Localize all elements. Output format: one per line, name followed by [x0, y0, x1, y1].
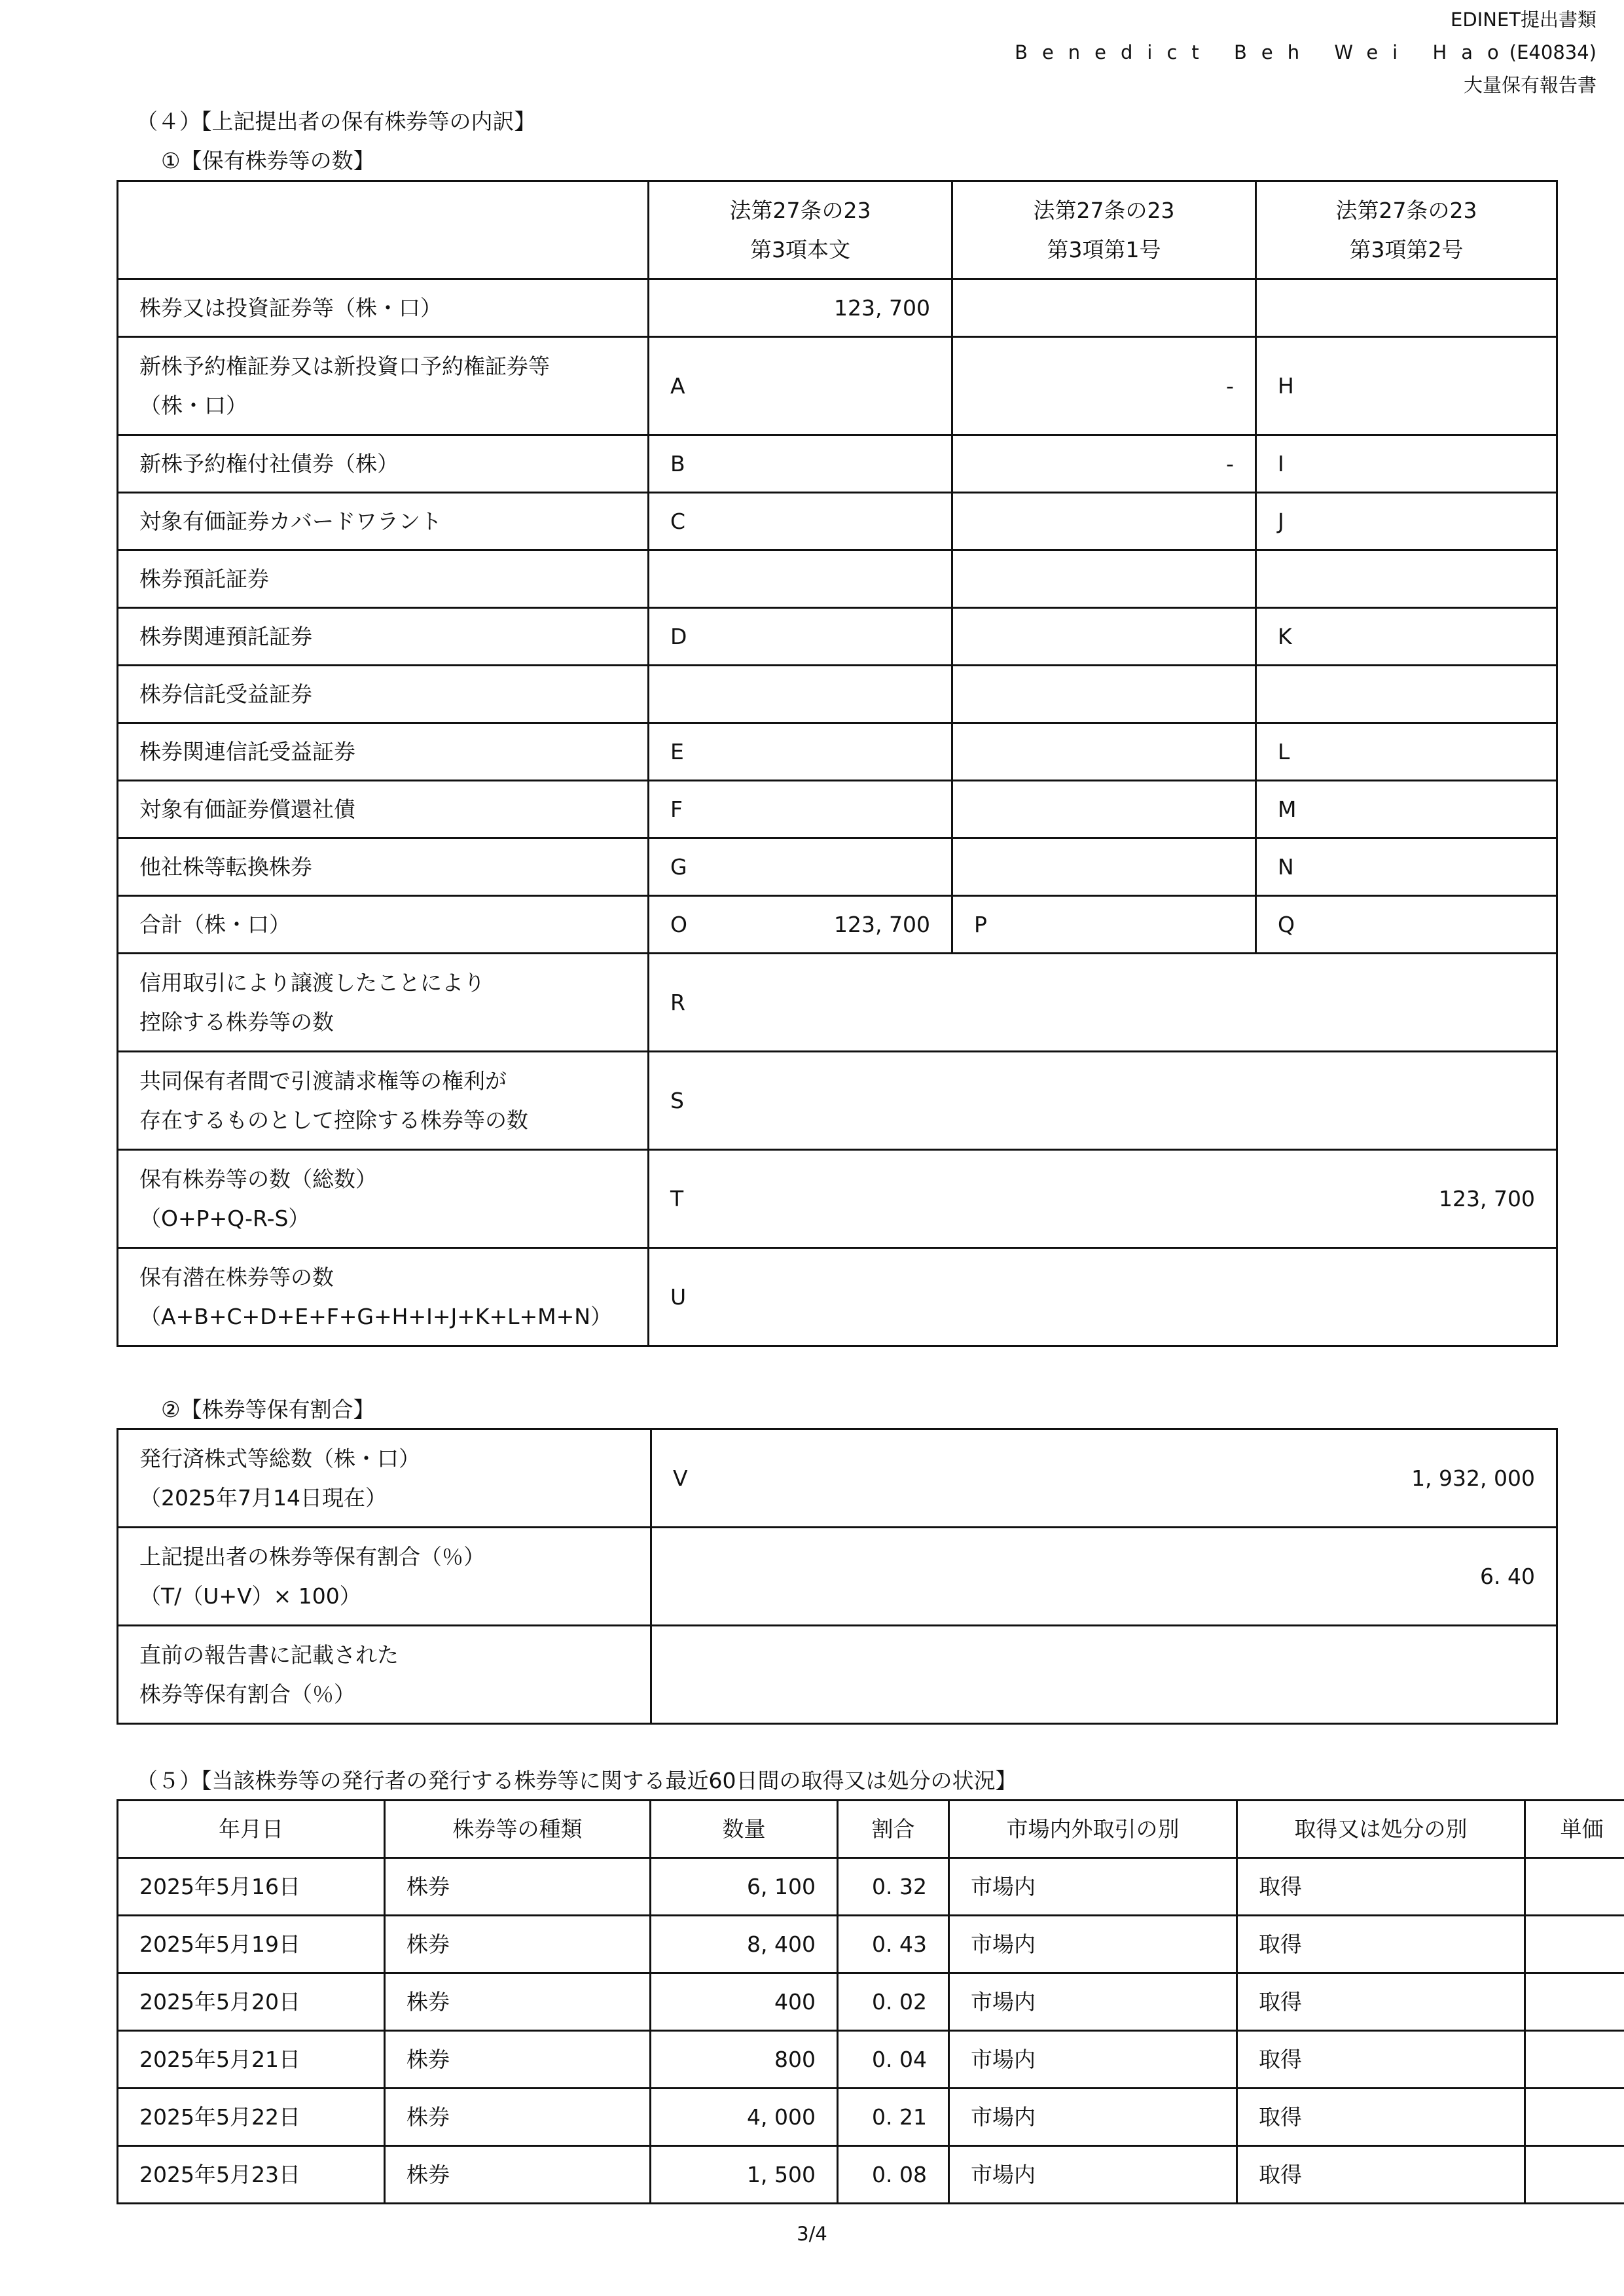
holdings-cell-3-content	[1278, 502, 1535, 541]
ratio-label-line: 直前の報告書に記載された	[139, 1641, 399, 1668]
holdings-cell-3	[1256, 781, 1557, 838]
transactions-header-cell: 株券等の種類	[385, 1801, 651, 1858]
holdings-cell-3-letter: Q	[1278, 911, 1295, 937]
holdings-wide-cell	[649, 1150, 1557, 1248]
filer-code: (E40834)	[1509, 41, 1597, 63]
transactions-cell: 株券	[385, 1916, 651, 1973]
holdings-cell-1	[649, 608, 952, 666]
holdings-cell-3-letter: M	[1278, 796, 1297, 822]
transactions-header-cell: 単価	[1525, 1801, 1624, 1858]
transactions-cell: 取得	[1237, 2089, 1525, 2146]
holdings-row-label-line: 新株予約権付社債券（株）	[139, 450, 399, 476]
holdings-row	[118, 493, 1557, 550]
holdings-cell-3	[1256, 550, 1557, 608]
holdings-cell-3	[1256, 337, 1557, 435]
transactions-cell: 0. 43	[838, 1916, 949, 1973]
holdings-cell-1-value: 123, 700	[834, 911, 930, 937]
transactions-header-cell: 年月日	[118, 1801, 385, 1858]
holdings-cell-1-letter: G	[670, 853, 687, 880]
holdings-wide-cell-letter: R	[670, 989, 685, 1015]
holdings-cell-3	[1256, 838, 1557, 896]
transactions-cell: 株券	[385, 2031, 651, 2089]
header-report-type: 大量保有報告書	[1463, 74, 1597, 96]
holdings-cell-1-letter: B	[670, 450, 685, 476]
transactions-cell: 0. 02	[838, 1973, 949, 2031]
ratio-cell-content	[673, 1557, 1535, 1596]
holdings-row-label-line: 対象有価証券カバードワラント	[139, 508, 442, 534]
holdings-table	[117, 180, 1558, 1347]
ratio-label-line: （2025年7月14日現在）	[139, 1484, 387, 1511]
holdings-row-label-line: 株券預託証券	[139, 565, 269, 592]
transactions-row	[118, 1916, 1624, 1973]
holdings-cell-2-content	[974, 367, 1234, 406]
holdings-cell-1-content	[670, 444, 930, 484]
holdings-cell-3-content	[1278, 617, 1535, 656]
holdings-cell-1-content	[670, 289, 930, 328]
holdings-cell-2-content	[974, 905, 1234, 944]
transactions-cell: 2025年5月20日	[118, 1973, 385, 2031]
transactions-cell: 2025年5月23日	[118, 2146, 385, 2204]
holdings-cell-2	[952, 666, 1256, 723]
transactions-cell	[1525, 1916, 1624, 1973]
ratio-label	[118, 1626, 651, 1724]
holdings-wide-cell-letter: U	[670, 1283, 687, 1310]
section4-sub1: ①【保有株券等の数】	[161, 148, 375, 173]
transactions-cell	[1525, 1858, 1624, 1916]
transactions-cell: 2025年5月16日	[118, 1858, 385, 1916]
holdings-cell-2	[952, 279, 1256, 337]
holdings-cell-1	[649, 666, 952, 723]
ratio-label-line: （T/（U+V）× 100）	[139, 1583, 361, 1609]
holdings-cell-1-value: 123, 700	[834, 295, 930, 321]
transactions-cell: 株券	[385, 1973, 651, 2031]
holdings-cell-1	[649, 838, 952, 896]
holdings-row	[118, 896, 1557, 954]
ratio-table	[117, 1428, 1558, 1725]
holdings-cell-1-content	[670, 790, 930, 829]
holdings-cell-3	[1256, 435, 1557, 493]
holdings-cell-3	[1256, 608, 1557, 666]
col-header-1: 法第27条の23 第3項本文	[649, 181, 952, 279]
holdings-cell-2	[952, 550, 1256, 608]
col-header-3: 法第27条の23 第3項第2号	[1256, 181, 1557, 279]
transactions-header-cell: 数量	[651, 1801, 838, 1858]
holdings-cell-3	[1256, 493, 1557, 550]
transactions-cell: 取得	[1237, 2031, 1525, 2089]
transactions-cell: 取得	[1237, 1973, 1525, 2031]
holdings-wide-cell-letter: S	[670, 1087, 684, 1113]
holdings-row-label	[118, 608, 649, 666]
holdings-row-label-line: 株券又は投資証券等（株・口）	[139, 295, 442, 321]
holdings-cell-2	[952, 781, 1256, 838]
transactions-cell: 市場内	[949, 1858, 1237, 1916]
holdings-cell-1-content	[670, 848, 930, 887]
holdings-wide-label-line: （A+B+C+D+E+F+G+H+I+J+K+L+M+N）	[139, 1303, 612, 1329]
transactions-cell: 2025年5月22日	[118, 2089, 385, 2146]
holdings-wide-label-line: 存在するものとして控除する株券等の数	[139, 1107, 528, 1133]
ratio-label-line: 上記提出者の株券等保有割合（％）	[139, 1543, 485, 1570]
holdings-cell-3	[1256, 723, 1557, 781]
holdings-cell-1	[649, 550, 952, 608]
holdings-cell-1	[649, 337, 952, 435]
holdings-header-blank	[118, 181, 649, 279]
holdings-cell-2-value: -	[1226, 450, 1234, 476]
ratio-cell	[651, 1429, 1557, 1528]
transactions-row	[118, 1858, 1624, 1916]
transactions-cell: 400	[651, 1973, 838, 2031]
holdings-wide-cell	[649, 1248, 1557, 1346]
ratio-row	[118, 1429, 1557, 1528]
holdings-cell-1	[649, 896, 952, 954]
holdings-cell-3-content	[1278, 367, 1535, 406]
holdings-wide-label	[118, 1248, 649, 1346]
holdings-cell-3-content	[1278, 732, 1535, 772]
holdings-cell-2	[952, 838, 1256, 896]
holdings-cell-3-letter: K	[1278, 623, 1292, 649]
transactions-cell: 0. 04	[838, 2031, 949, 2089]
transactions-cell: 2025年5月19日	[118, 1916, 385, 1973]
holdings-cell-2	[952, 608, 1256, 666]
holdings-cell-3	[1256, 666, 1557, 723]
ratio-label	[118, 1429, 651, 1528]
transactions-cell: 株券	[385, 2089, 651, 2146]
holdings-cell-1	[649, 723, 952, 781]
transactions-cell: 取得	[1237, 1916, 1525, 1973]
page-number: 3/4	[797, 2223, 827, 2245]
holdings-cell-1-letter: A	[670, 372, 685, 399]
transactions-row	[118, 2089, 1624, 2146]
holdings-cell-2	[952, 493, 1256, 550]
holdings-row-label	[118, 279, 649, 337]
holdings-cell-1-letter: O	[670, 911, 687, 937]
holdings-row-label	[118, 781, 649, 838]
ratio-label-line: 発行済株式等総数（株・口）	[139, 1445, 420, 1471]
holdings-row	[118, 550, 1557, 608]
holdings-cell-1-letter: E	[670, 738, 684, 764]
holdings-wide-cell	[649, 1052, 1557, 1150]
transactions-cell: 取得	[1237, 2146, 1525, 2204]
holdings-cell-3-content	[1278, 444, 1535, 484]
holdings-row-label-line: 株券関連預託証券	[139, 623, 312, 649]
holdings-wide-label-line: 共同保有者間で引渡請求権等の権利が	[139, 1067, 507, 1094]
transactions-cell: 0. 08	[838, 2146, 949, 2204]
holdings-wide-label	[118, 1052, 649, 1150]
holdings-wide-cell-content	[670, 1081, 1535, 1121]
holdings-cell-1-letter: C	[670, 508, 686, 534]
holdings-wide-label-line: 保有潜在株券等の数	[139, 1264, 334, 1290]
holdings-row-label	[118, 493, 649, 550]
ratio-label-line: 株券等保有割合（％）	[139, 1681, 355, 1707]
holdings-wide-cell-content	[670, 1278, 1535, 1317]
header-doc-type: EDINET提出書類	[1451, 9, 1597, 31]
holdings-row-label	[118, 550, 649, 608]
holdings-wide-label	[118, 954, 649, 1052]
holdings-row-label	[118, 337, 649, 435]
holdings-wide-row	[118, 1150, 1557, 1248]
holdings-cell-2	[952, 337, 1256, 435]
transactions-row	[118, 2031, 1624, 2089]
holdings-row-label-line: 株券関連信託受益証券	[139, 738, 355, 764]
transactions-row	[118, 2146, 1624, 2204]
ratio-label	[118, 1528, 651, 1626]
transactions-cell: 0. 32	[838, 1858, 949, 1916]
holdings-row	[118, 666, 1557, 723]
transactions-body	[118, 1801, 1624, 2204]
holdings-cell-1	[649, 781, 952, 838]
holdings-cell-1	[649, 493, 952, 550]
section5-title: （５）【当該株券等の発行者の発行する株券等に関する最近60日間の取得又は処分の状況】	[136, 1768, 1017, 1793]
ratio-row	[118, 1626, 1557, 1724]
holdings-row-label-line: 合計（株・口）	[139, 911, 291, 937]
holdings-cell-1-letter: D	[670, 623, 687, 649]
holdings-cell-1	[649, 279, 952, 337]
col-header-2: 法第27条の23 第3項第1号	[952, 181, 1256, 279]
holdings-wide-label-line: 信用取引により譲渡したことにより	[139, 969, 485, 996]
filer-name: Benedict Beh Wei Hao	[1015, 41, 1513, 63]
transactions-header-cell: 市場内外取引の別	[949, 1801, 1237, 1858]
holdings-cell-1-content	[670, 617, 930, 656]
holdings-cell-3-letter: H	[1278, 372, 1294, 399]
holdings-row	[118, 838, 1557, 896]
holdings-row	[118, 608, 1557, 666]
holdings-row-label-line: 株券信託受益証券	[139, 681, 312, 707]
holdings-row-label	[118, 435, 649, 493]
transactions-cell: 0. 21	[838, 2089, 949, 2146]
transactions-cell: 市場内	[949, 2031, 1237, 2089]
holdings-cell-3-letter: I	[1278, 450, 1284, 476]
holdings-wide-row	[118, 1248, 1557, 1346]
holdings-body	[118, 181, 1557, 1346]
transactions-cell: 市場内	[949, 2089, 1237, 2146]
transactions-cell: 株券	[385, 1858, 651, 1916]
transactions-cell	[1525, 1973, 1624, 2031]
holdings-cell-1-content	[670, 502, 930, 541]
holdings-cell-2-content	[974, 444, 1234, 484]
ratio-cell-value: 6. 40	[1480, 1563, 1535, 1589]
ratio-cell-content	[673, 1459, 1535, 1498]
transactions-cell: 1, 500	[651, 2146, 838, 2204]
transactions-cell: 800	[651, 2031, 838, 2089]
holdings-row-label	[118, 723, 649, 781]
holdings-row-label	[118, 666, 649, 723]
ratio-body	[118, 1429, 1557, 1724]
holdings-wide-cell-letter: T	[670, 1185, 684, 1211]
holdings-row	[118, 781, 1557, 838]
holdings-wide-row	[118, 1052, 1557, 1150]
holdings-cell-2	[952, 896, 1256, 954]
holdings-cell-3	[1256, 279, 1557, 337]
holdings-row-label	[118, 838, 649, 896]
ratio-cell-value: 1, 932, 000	[1411, 1465, 1535, 1491]
transactions-cell	[1525, 2089, 1624, 2146]
transactions-cell: 市場内	[949, 1916, 1237, 1973]
holdings-cell-3-letter: N	[1278, 853, 1294, 880]
holdings-cell-1-content	[670, 367, 930, 406]
transactions-header-cell: 割合	[838, 1801, 949, 1858]
holdings-cell-2	[952, 435, 1256, 493]
holdings-cell-3-content	[1278, 790, 1535, 829]
section4-title: （４）【上記提出者の保有株券等の内訳】	[136, 109, 536, 134]
holdings-cell-2-value: -	[1226, 372, 1234, 399]
ratio-cell	[651, 1626, 1557, 1724]
holdings-row	[118, 435, 1557, 493]
holdings-row	[118, 279, 1557, 337]
transactions-row	[118, 1973, 1624, 2031]
holdings-cell-3-letter: J	[1278, 508, 1284, 534]
holdings-row	[118, 337, 1557, 435]
header-filer	[1015, 37, 1597, 69]
holdings-wide-label-line: （O+P+Q-R-S）	[139, 1205, 310, 1231]
holdings-wide-label-line: 保有株券等の数（総数）	[139, 1166, 377, 1192]
holdings-wide-label	[118, 1150, 649, 1248]
holdings-wide-cell-content	[670, 1179, 1535, 1219]
transactions-header-row	[118, 1801, 1624, 1858]
holdings-header-row	[118, 181, 1557, 279]
holdings-wide-cell	[649, 954, 1557, 1052]
holdings-cell-1-letter: F	[670, 796, 683, 822]
transactions-cell: 8, 400	[651, 1916, 838, 1973]
holdings-row-label-line: 対象有価証券償還社債	[139, 796, 355, 822]
holdings-row-label-line: （株・口）	[139, 392, 247, 418]
transactions-header-cell: 取得又は処分の別	[1237, 1801, 1525, 1858]
holdings-wide-cell-content	[670, 983, 1535, 1022]
holdings-row-label	[118, 896, 649, 954]
holdings-cell-2-letter: P	[974, 911, 987, 937]
transactions-cell: 市場内	[949, 1973, 1237, 2031]
transactions-cell: 取得	[1237, 1858, 1525, 1916]
holdings-cell-3	[1256, 896, 1557, 954]
holdings-cell-1	[649, 435, 952, 493]
holdings-row	[118, 723, 1557, 781]
ratio-cell-letter: V	[673, 1465, 688, 1491]
transactions-cell: 株券	[385, 2146, 651, 2204]
transactions-cell: 2025年5月21日	[118, 2031, 385, 2089]
holdings-row-label-line: 他社株等転換株券	[139, 853, 312, 880]
holdings-wide-cell-value: 123, 700	[1439, 1185, 1535, 1211]
transactions-cell: 4, 000	[651, 2089, 838, 2146]
holdings-cell-1-content	[670, 905, 930, 944]
holdings-cell-3-letter: L	[1278, 738, 1290, 764]
holdings-row-label-line: 新株予約権証券又は新投資口予約権証券等	[139, 353, 550, 379]
holdings-wide-row	[118, 954, 1557, 1052]
holdings-wide-label-line: 控除する株券等の数	[139, 1009, 334, 1035]
ratio-row	[118, 1528, 1557, 1626]
holdings-cell-2	[952, 723, 1256, 781]
ratio-cell	[651, 1528, 1557, 1626]
transactions-cell	[1525, 2146, 1624, 2204]
holdings-cell-1-content	[670, 732, 930, 772]
transactions-cell: 市場内	[949, 2146, 1237, 2204]
section4-sub2: ②【株券等保有割合】	[161, 1397, 375, 1422]
holdings-cell-3-content	[1278, 848, 1535, 887]
transactions-cell: 6, 100	[651, 1858, 838, 1916]
transactions-table	[117, 1799, 1624, 2204]
transactions-cell	[1525, 2031, 1624, 2089]
holdings-cell-3-content	[1278, 905, 1535, 944]
